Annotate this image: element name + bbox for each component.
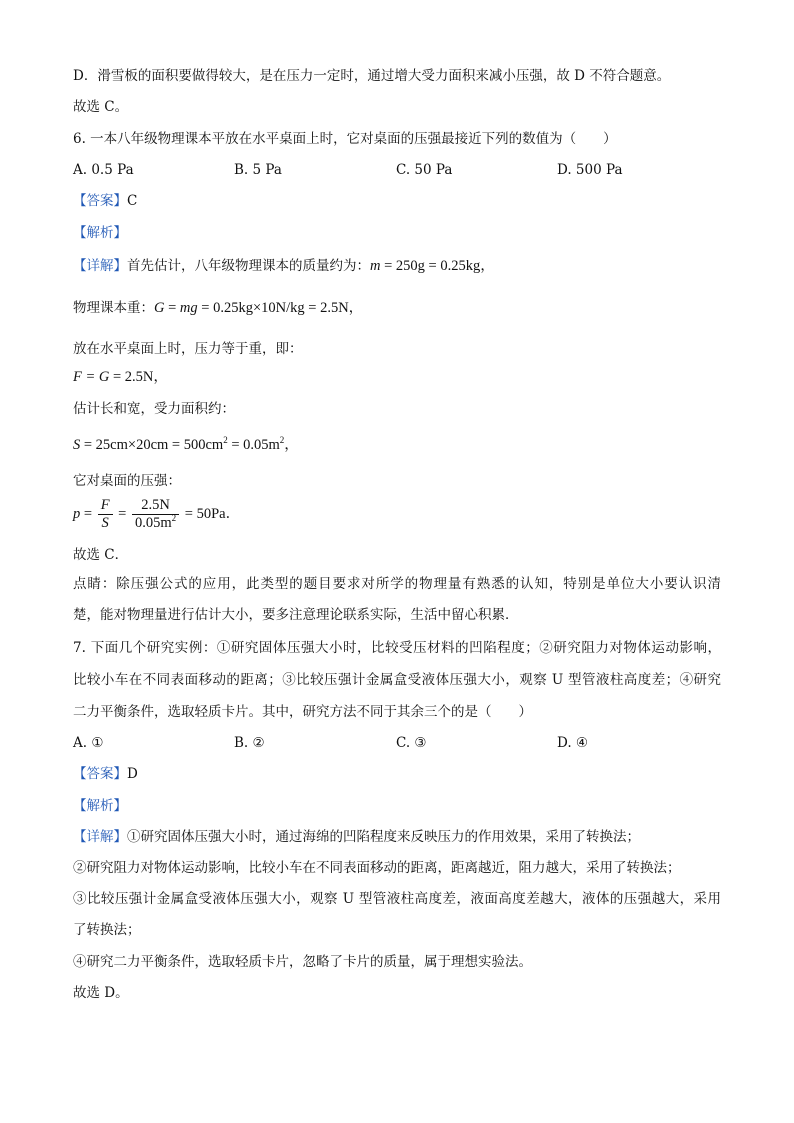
- q7-answer-line: 【答案】D: [73, 766, 138, 782]
- q6-option-c: C. 50 Pa: [396, 162, 453, 178]
- q6-option-b: B. 5 Pa: [234, 162, 282, 178]
- q7-option-b: B. ②: [234, 735, 265, 751]
- q7-answer-value: D: [127, 766, 138, 782]
- conclusion-line: 故选 C。: [73, 99, 129, 115]
- q6-pressure-intro: 它对桌面的压强：: [73, 473, 181, 489]
- q6-option-a: A. 0.5 Pa: [73, 162, 134, 178]
- analysis-tag: 【解析】: [73, 225, 127, 241]
- q6-force-expr: F = G = 2.5N，: [73, 369, 168, 385]
- q7-option-a: A. ①: [73, 735, 104, 751]
- q6-analysis-tag: [73, 225, 127, 241]
- q7-analysis-tag: 【解析】: [73, 798, 127, 814]
- q7-conclusion: 故选 D。: [73, 985, 129, 1001]
- question-7-line-3: 二力平衡条件，选取轻质卡片。其中，研究方法不同于其余三个的是（ ）: [73, 704, 532, 720]
- q6-conclusion: 故选 C．: [73, 547, 129, 563]
- q7-detail-4: ④研究二力平衡条件，选取轻质卡片，忽略了卡片的质量，属于理想实验法。: [73, 954, 532, 970]
- q7-option-d: D. ④: [557, 735, 589, 751]
- q6-option-d: D. 500 Pa: [557, 162, 623, 178]
- q6-pressure-formula: p = $\frac{F}{S}$ = $\frac{2.5N}{0.05m^2}$ = 50Pa．: [73, 497, 241, 531]
- question-6-stem: 6. 一本八年级物理课本平放在水平桌面上时，它对桌面的压强最接近下列的数值为（ ）: [73, 131, 617, 147]
- q6-answer-value: C: [127, 193, 138, 209]
- detail-tag: 【详解】: [73, 258, 127, 274]
- q6-note-line-2: 楚，能对物理量进行估计大小，要多注意理论联系实际，生活中留心积累．: [73, 607, 519, 623]
- question-7-line-2: 比较小车在不同表面移动的距离；③比较压强计金属盒受液体压强大小，观察 U 型管液柱高度差；④研究: [73, 672, 721, 688]
- q6-answer-line: [73, 193, 137, 209]
- q7-option-c: C. ③: [396, 735, 427, 751]
- q6-pressure-desc: 放在水平桌面上时，压力等于重，即：: [73, 341, 303, 357]
- q7-detail-3b: 了转换法；: [73, 922, 141, 938]
- fraction-f-over-s: $\frac{F}{S}$: [98, 497, 113, 532]
- q7-detail-2: ②研究阻力对物体运动影响，比较小车在不同表面移动的距离，距离越近，阻力越大，采用了转换法；: [73, 860, 681, 876]
- answer-tag: 【答案】: [73, 193, 127, 209]
- fraction-values: $\frac{2.5N}{0.05m^2}$: [132, 497, 179, 532]
- q7-detail-3a: ③比较压强计金属盒受液体压强大小，观察 U 型管液柱高度差，液面高度差越大，液体的压强越大，采用: [73, 891, 721, 907]
- q6-area-expr: $S = 25cm\times 20cm = 500cm^2 = 0.05m^2$，: [73, 435, 299, 453]
- q7-detail-1: 【详解】①研究固体压强大小时，通过海绵的凹陷程度来反映压力的作用效果，采用了转换法；: [73, 829, 640, 845]
- q6-detail-mass: 【详解】首先估计，八年级物理课本的质量约为：m = 250g = 0.25kg，: [73, 258, 495, 274]
- q6-area-desc: 估计长和宽，受力面积约：: [73, 401, 235, 417]
- option-d-explanation: D．滑雪板的面积要做得较大，是在压力一定时，通过增大受力面积来减小压强，故 D 不符合题意。: [73, 68, 671, 84]
- question-7-line-1: 7. 下面几个研究实例：①研究固体压强大小时，比较受压材料的凹陷程度；②研究阻力对物体运动影响，: [73, 640, 721, 656]
- q6-weight-line: 物理课本重：G = mg = 0.25kg×10N/kg = 2.5N，: [73, 300, 364, 316]
- q6-note-line-1: 点睛：除压强公式的应用，此类型的题目要求对所学的物理量有熟悉的认知，特别是单位大小要认识清: [73, 576, 721, 592]
